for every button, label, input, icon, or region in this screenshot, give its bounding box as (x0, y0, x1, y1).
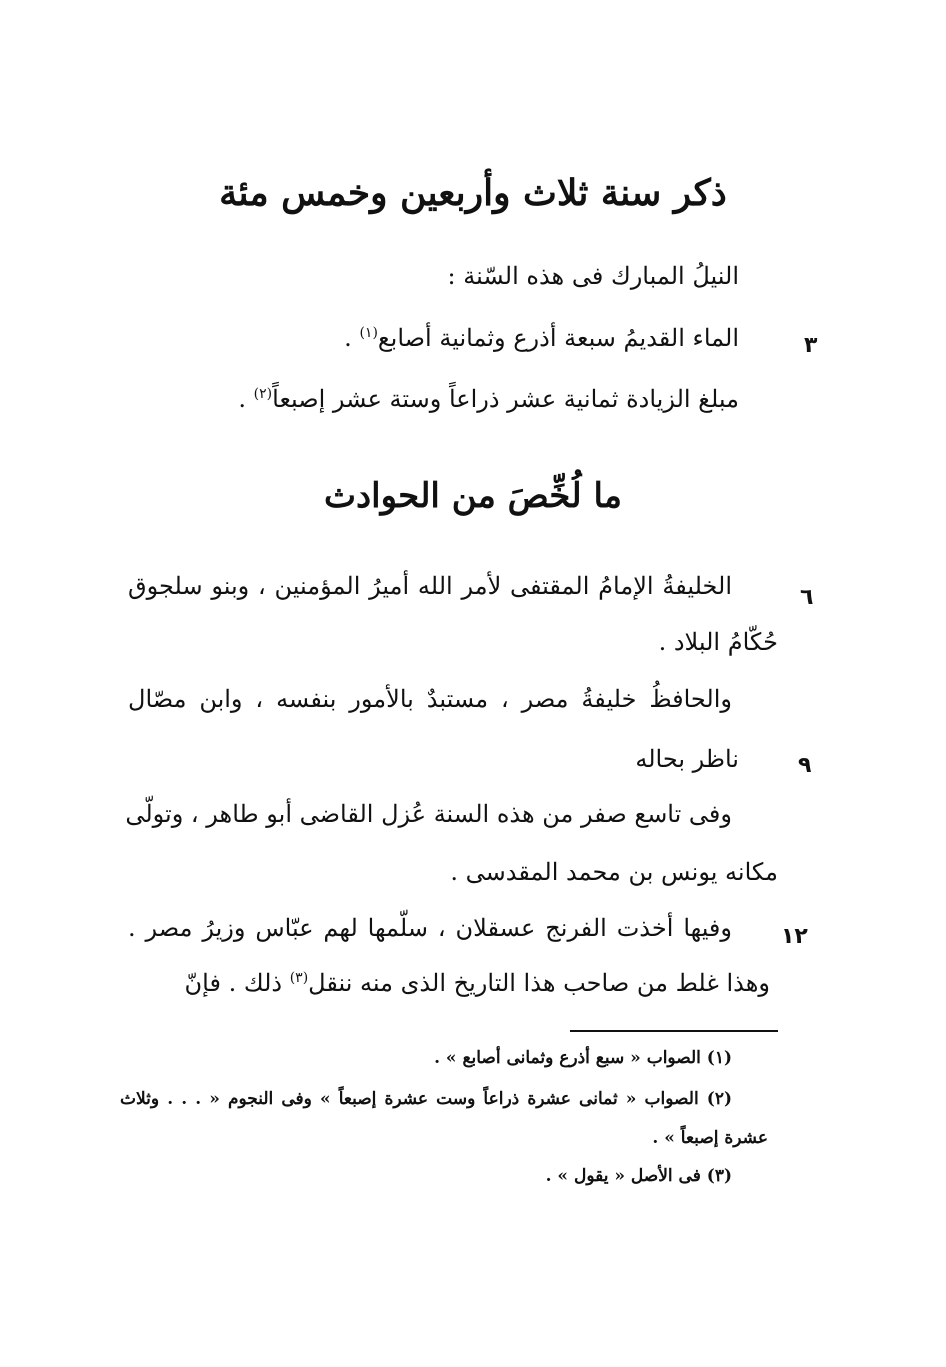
nile-intro: النيلُ المبارك فى هذه السّنة : (447, 262, 739, 290)
event-line-8-text: وهذا غلط من صاحب هذا التاريخ الذى منه ننقل (308, 969, 770, 997)
line-number-12: ١٢ (781, 924, 808, 949)
event-line-8 (185, 969, 770, 998)
line-number-3: ٣ (804, 333, 818, 358)
event-line-6: مكانه يونس بن محمد المقدسى . (450, 858, 778, 886)
year-heading: ذكر سنة ثلاث وأربعين وخمس مئة (219, 172, 727, 214)
event-line-2: حُكّامُ البلاد . (658, 628, 778, 656)
nile-old-water: الماء القديمُ سبعة أذرع وثمانية أصابع (377, 324, 739, 352)
event-line-3: والحافظُ خليفةُ مصر ، مستبدٌ بالأمور بنفسه ، وابن مصّال (128, 685, 732, 713)
events-heading: ما لُخِّصَ من الحوادث (323, 476, 623, 516)
line-number-9: ٩ (798, 753, 812, 778)
line-end: . (344, 324, 360, 352)
footnote-ref-3: (٣) (289, 970, 309, 986)
footnote-3: (٣) فى الأصل « يقول » . (545, 1166, 732, 1186)
nile-increase-line (238, 385, 739, 414)
footnote-2-line-2: عشرة إصبعاً » . (652, 1128, 768, 1148)
event-line-4: ناظر بحاله (635, 745, 739, 773)
footnote-1: (١) الصواب « سبع أذرع وثمانى أصابع » . (434, 1048, 732, 1068)
footnote-ref-2: (٢) (253, 386, 273, 402)
line-end: . (238, 385, 254, 413)
nile-increase: مبلغ الزيادة ثمانية عشر ذراعاً وستة عشر إصبعاً (272, 385, 739, 413)
event-line-8-end: ذلك . فإنّ (184, 969, 290, 997)
line-number-6: ٦ (800, 585, 814, 610)
event-line-5: وفى تاسع صفر من هذه السنة عُزل القاضى أبو طاهر ، وتولّى (125, 800, 732, 828)
nile-old-water-line (344, 324, 739, 353)
event-line-1: الخليفةُ الإمامُ المقتفى لأمر الله أميرُ المؤمنين ، وبنو سلجوق (128, 572, 732, 600)
footnote-2-line-1: (٢) الصواب « ثمانى عشرة ذراعاً وست عشرة إصبعاً » وفى النجوم « . . . وثلاث (120, 1089, 732, 1109)
event-line-7: وفيها أخذت الفرنج عسقلان ، سلّمها لهم عبّاس وزيرُ مصر . (128, 914, 732, 942)
footnote-ref-1: (١) (359, 325, 378, 341)
footnote-separator (570, 1030, 778, 1032)
